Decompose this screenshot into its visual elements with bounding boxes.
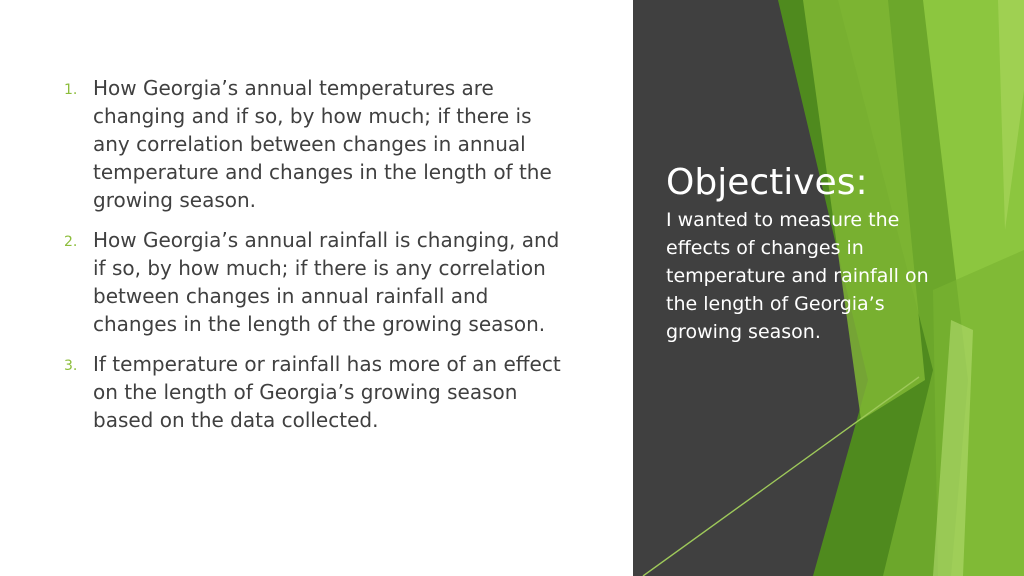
list-item-text: How Georgia’s annual rainfall is changing, and if so, by how much; if there is any correlation between changes in annual rainfall and changes in the length of the growing season. — [93, 228, 560, 336]
title-panel — [633, 0, 1024, 576]
objectives-list — [64, 74, 564, 434]
list-item-text: How Georgia’s annual temperatures are changing and if so, by how much; if there is any correlation between changes in annual temperature and changes in the length of the growing season. — [93, 76, 552, 212]
page-title: Objectives: — [666, 162, 868, 203]
list-item — [64, 74, 564, 214]
list-number: 2. — [64, 234, 78, 250]
list-number: 1. — [64, 82, 78, 98]
list-item — [64, 350, 564, 434]
list-item — [64, 226, 564, 338]
objectives-text-block — [666, 160, 936, 346]
objectives-list-area — [64, 74, 564, 446]
objectives-description: I wanted to measure the effects of changes in temperature and rainfall on the length of Georgia’s growing season. — [666, 209, 929, 343]
list-number: 3. — [64, 358, 78, 374]
list-item-text: If temperature or rainfall has more of an effect on the length of Georgia’s growing season based on the data collected. — [93, 352, 561, 432]
